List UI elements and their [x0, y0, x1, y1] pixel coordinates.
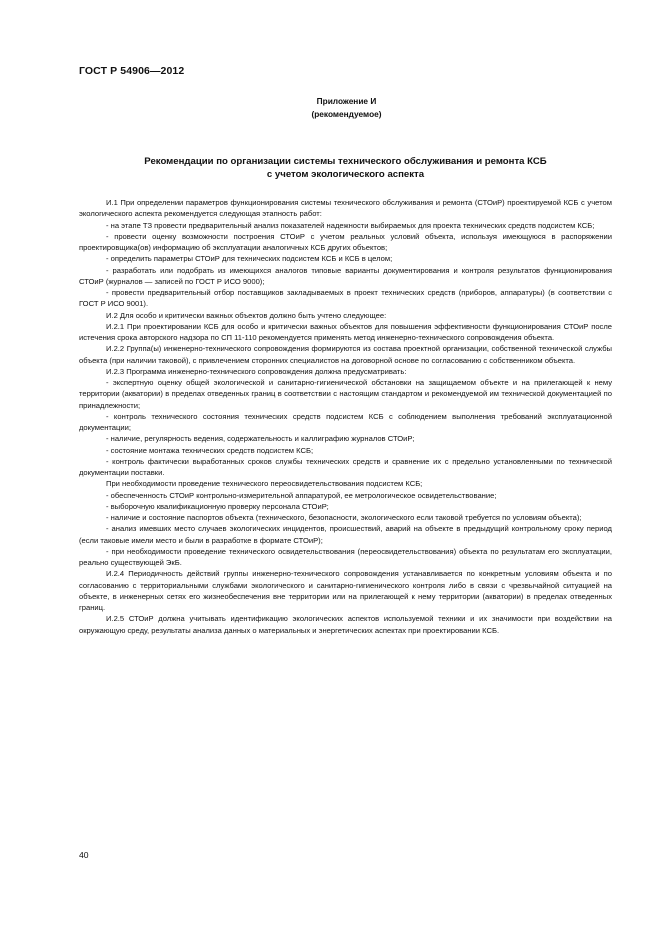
paragraph: И.1 При определении параметров функционирования системы технического обслуживания и ремонта (СТОиР) проектируемой КСБ с учетом экологического аспекта рекомендуется следующая этапность работ:	[79, 198, 612, 219]
paragraph: - наличие, регулярность ведения, содержательность и каллиграфию журналов СТОиР;	[106, 434, 415, 444]
section-title	[79, 155, 612, 181]
paragraph: - провести предварительный отбор поставщиков закладываемых в проект технических средств (приборов, аппаратуры) (в соответствии с ГОСТ Р ИСО 9001).	[79, 288, 612, 309]
paragraph: - контроль технического состояния технических средств подсистем КСБ с соблюдением выполнения требований эксплуатационной документации;	[79, 411, 612, 432]
paragraph: - наличие и состояние паспортов объекта (технического, безопасности, экологического если таковой требуется по условиям объекта);	[106, 513, 582, 522]
paragraph: - состояние монтажа технических средств подсистем КСБ;	[106, 445, 314, 455]
paragraph: И.2 Для особо и критически важных объектов должно быть учтено следующее:	[106, 310, 387, 320]
page-number: 40	[79, 850, 89, 860]
paragraph: И.2.3 Программа инженерно-технического сопровождения должна предусматривать:	[106, 366, 407, 376]
paragraph: - разработать или подобрать из имеющихся аналогов типовые варианты документирования и контроля результатов функционирования СТОиР (журналов — записей по ГОСТ Р ИСО 9000);	[79, 265, 612, 286]
paragraph: - обеспеченность СТОиР контрольно-измерительной аппаратурой, ее метрологическое освидетельствование;	[106, 490, 497, 500]
paragraph: - экспертную оценку общей экологической и санитарно-гигиенической обстановки на защищаемом объекте и на прилегающей к нему территории (акватории) в пределах отведенных границ в соответствии с настоящим стандартом и рекомендуемой им технической документацией по принадлежности;	[79, 378, 612, 410]
paragraph: При необходимости проведение технического переосвидетельствования подсистем КСБ;	[106, 479, 423, 489]
appendix-status: (рекомендуемое)	[311, 109, 382, 119]
paragraph: - при необходимости проведение технического освидетельствования (переосвидетельствования) объекта по результатам его эксплуатации, реально существующей ЭкБ.	[79, 546, 612, 567]
paragraph: И.2.4 Периодичность действий группы инженерно-технического сопровождения устанавливается по конкретным условиям объекта и по согласованию с территориальными службами экологического и санитарно-гигиенического контроля либо в связи с чрезвычайной ситуацией на объекте, в инженерных сетях его жизнеобеспечения вне территории или на прилегающей к нему территории (акватории) в пределах отведенных границ.	[79, 569, 612, 612]
paragraph: - на этапе ТЗ провести предварительный анализ показателей надежности выбираемых для проекта технических средств подсистем КСБ;	[106, 220, 595, 230]
appendix-label: Приложение И	[316, 96, 377, 106]
paragraph: - провести оценку возможности построения СТОиР с учетом реальных условий объекта, используя имеющуюся в распоряжении проектировщика(ов) информацию об эксплуатации аналогичных КСБ других объектов;	[79, 231, 612, 252]
section-title-line-1: Рекомендации по организации системы технического обслуживания и ремонта КСБ	[144, 156, 547, 167]
paragraph: И.2.1 При проектировании КСБ для особо и критически важных объектов для повышения эффективности функционирования СТОиР после истечения срока авторского надзора по СП 11-110 рекомендуется применять метод инженерно-технического сопровождения объекта.	[79, 321, 612, 342]
body-text	[79, 197, 612, 636]
standard-code: ГОСТ Р 54906—2012	[79, 65, 185, 77]
paragraph: - выборочную квалификационную проверку персонала СТОиР;	[106, 501, 329, 511]
paragraph: И.2.2 Группа(ы) инженерно-технического сопровождения формируются из состава проектной организации, собственной технической службы объекта (при наличии таковой), с привлечением сторонних специалистов на договорной основе по согласованию с собственником объекта.	[79, 344, 612, 365]
paragraph: - определить параметры СТОиР для технических подсистем КСБ и КСБ в целом;	[106, 254, 393, 264]
paragraph: - анализ имевших место случаев экологических инцидентов, происшествий, аварий на объекте в предыдущий контрольному сроку период (если таковые имели место и были в разработке в формате СТОиР);	[79, 524, 612, 545]
section-title-line-2: с учетом экологического аспекта	[266, 169, 425, 180]
paragraph: - контроль фактически выработанных сроков службы технических средств и сравнение их с предельно установленными по технической документации поставки.	[79, 456, 612, 477]
paragraph: И.2.5 СТОиР должна учитывать идентификацию экологических аспектов используемой техники и их значимости при воздействии на окружающую среду, результаты анализа данных о материальных и энергетических аспектах при проектировании КСБ.	[79, 614, 612, 635]
